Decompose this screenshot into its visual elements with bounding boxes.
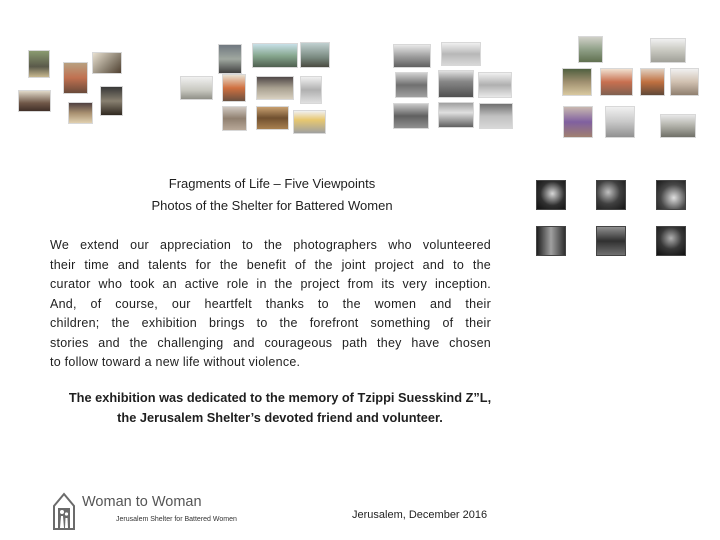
photo-thumbnail	[479, 103, 513, 129]
photo-thumbnail	[252, 43, 298, 68]
photo-thumbnail	[656, 180, 686, 210]
photo-thumbnail	[300, 76, 322, 104]
dedication-line-1: The exhibition was dedicated to the memory of Tzippi Suesskind Z”L,	[68, 390, 492, 405]
photo-thumbnail	[256, 76, 294, 100]
photo-thumbnail	[656, 226, 686, 256]
photo-thumbnail	[300, 42, 330, 68]
logo-subtitle: Jerusalem Shelter for Battered Women	[116, 516, 237, 523]
photo-thumbnail	[256, 106, 289, 130]
photo-thumbnail	[562, 68, 592, 96]
title-line-2: Photos of the Shelter for Battered Women	[151, 198, 393, 213]
photo-thumbnail	[100, 86, 123, 116]
photo-thumbnail	[63, 62, 88, 94]
photo-thumbnail	[393, 44, 431, 68]
photo-thumbnail	[68, 102, 93, 124]
dedication-line-2: the Jerusalem Shelter’s devoted friend and volunteer.	[117, 410, 443, 425]
photo-thumbnail	[92, 52, 122, 74]
photo-thumbnail	[596, 226, 626, 256]
photo-thumbnail	[670, 68, 699, 96]
paragraph-line: to follow toward a new life without violence.	[50, 355, 301, 369]
photo-thumbnail	[222, 74, 246, 102]
footer-date: Jerusalem, December 2016	[352, 509, 488, 521]
photo-thumbnail	[395, 72, 428, 98]
paragraph-line: We extend our appreciation to the photographers who volunteered	[50, 238, 491, 252]
photo-thumbnail	[596, 180, 626, 210]
paragraph-line: children; the exhibition brings to the forefront something of their	[50, 316, 491, 330]
title-line-1: Fragments of Life – Five Viewpoints	[168, 176, 376, 191]
paragraph-line: stories and the challenging and courageous path they have chosen	[50, 335, 491, 350]
photo-thumbnail	[222, 106, 247, 131]
photo-thumbnail	[441, 42, 481, 66]
photo-thumbnail	[660, 114, 696, 138]
paragraph-line: their time and talents for the benefit of the joint project and to the	[50, 257, 491, 272]
paragraph-line: curator who took an active role in the project from its very inception.	[50, 277, 491, 291]
photo-thumbnail	[605, 106, 635, 138]
photo-thumbnail	[578, 36, 603, 63]
appreciation-paragraph	[50, 236, 491, 373]
photo-thumbnail	[536, 180, 566, 210]
photo-thumbnail	[218, 44, 242, 74]
photo-thumbnail	[438, 70, 474, 98]
photo-thumbnail	[28, 50, 50, 78]
logo-title: Woman to Woman	[82, 494, 202, 510]
photo-thumbnail	[478, 72, 512, 98]
photo-thumbnail	[650, 38, 686, 63]
photo-thumbnail	[563, 106, 593, 138]
photo-thumbnail	[536, 226, 566, 256]
woman-to-woman-logo	[52, 492, 252, 532]
photo-thumbnail	[180, 76, 213, 100]
paragraph-line: And, of course, our heartfelt thanks to the women and their	[50, 296, 491, 311]
photo-thumbnail	[293, 110, 326, 134]
photo-thumbnail	[438, 102, 474, 128]
photo-thumbnail	[393, 103, 429, 129]
photo-thumbnail	[640, 68, 665, 96]
photo-thumbnail	[600, 68, 633, 96]
photo-thumbnail	[18, 90, 51, 112]
shelter-house-icon	[52, 492, 76, 530]
